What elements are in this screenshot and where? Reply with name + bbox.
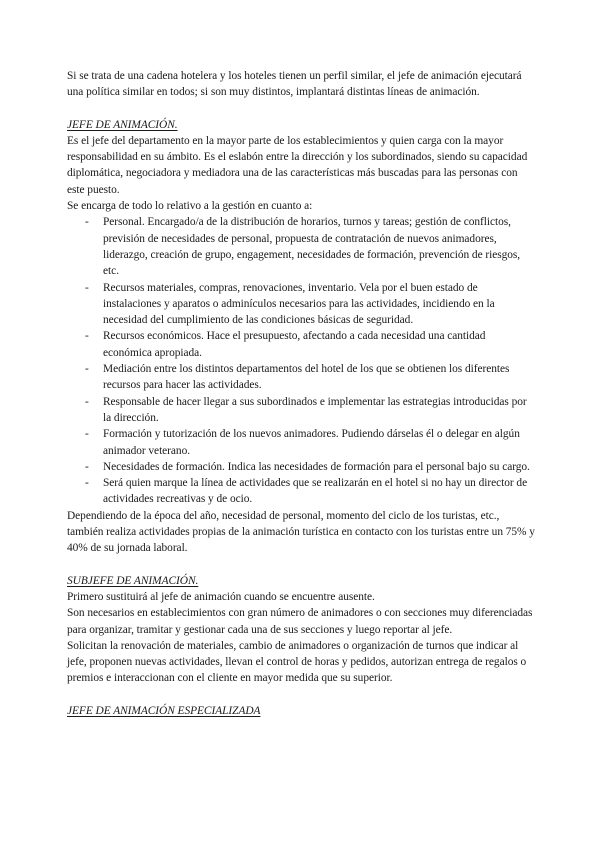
section-heading-subjefe: SUBJEFE DE ANIMACIÓN. [67,574,199,587]
section-heading-jefe: JEFE DE ANIMACIÓN. [67,118,178,131]
subjefe-paragraph-1: Primero sustituirá al jefe de animación cuando se encuentre ausente. [67,590,375,603]
document-body [67,68,537,719]
jefe-paragraph-1: Es el jefe del departamento en la mayor parte de los establecimientos y quien carga con la mayor responsabilidad en su ámbito. Es el eslabón entre la dirección y los subordinados, siendo su capacidad diplomática, negociadora y mediadora una de las características más buscadas para las personas con este puesto. [67,134,528,196]
spacer [67,687,537,703]
jefe-paragraph-3: Dependiendo de la época del año, necesidad de personal, momento del ciclo de los turistas, etc., también realiza actividades propias de la animación turística en contacto con los turistas entre un 75% y 40% de su jornada laboral. [67,509,535,555]
subjefe-paragraph-2: Son necesarios en establecimientos con gran número de animadores o con secciones muy diferenciadas para organizar, tramitar y gestionar cada una de sus secciones y luego reportar al jefe. [67,607,533,636]
list-item: - Recursos económicos. Hace el presupuesto, afectando a cada necesidad una cantidad económica apropiada. [103,328,537,361]
list-item: - Mediación entre los distintos departamentos del hotel de los que se obtienen los diferentes recursos para hacer las actividades. [103,361,537,394]
jefe-task-list [67,214,537,507]
list-item: - Necesidades de formación. Indica las necesidades de formación para el personal bajo su cargo. [103,459,537,475]
list-item: - Será quien marque la línea de actividades que se realizarán en el hotel si no hay un director de actividades recreativas y de ocio. [103,475,537,508]
list-item: - Recursos materiales, compras, renovaciones, inventario. Vela por el buen estado de instalaciones y aparatos o adminículos necesarios para las actividades, incidiendo en la necesidad del cumplimiento de las condiciones básicas de seguridad. [103,280,537,329]
spacer [67,557,537,573]
list-item: - Responsable de hacer llegar a sus subordinados e implementar las estrategias introducidas por la dirección. [103,394,537,427]
intro-paragraph: Si se trata de una cadena hotelera y los hoteles tienen un perfil similar, el jefe de animación ejecutará una política similar en todos; si son muy distintos, implantará distintas líneas de animación. [67,70,522,99]
list-item: - Personal. Encargado/a de la distribución de horarios, turnos y tareas; gestión de conflictos, previsión de necesidades de personal, propuesta de contratación de nuevos animadores, liderazgo, creación de grupo, engagement, necesidades de formación, prevención de riesgos, etc. [103,214,537,279]
spacer [67,101,537,117]
jefe-paragraph-2: Se encarga de todo lo relativo a la gestión en cuanto a: [67,200,313,213]
section-heading-especializada: JEFE DE ANIMACIÓN ESPECIALIZADA [67,704,261,717]
subjefe-paragraph-3: Solicitan la renovación de materiales, cambio de animadores o organización de turnos que indicar al jefe, proponen nuevas actividades, llevan el control de horas y pedidos, autorizan entrega de regalos o premios e interaccionan con el cliente en mayor medida que su superior. [67,639,527,685]
list-item: - Formación y tutorización de los nuevos animadores. Pudiendo dárselas él o delegar en algún animador veterano. [103,426,537,459]
